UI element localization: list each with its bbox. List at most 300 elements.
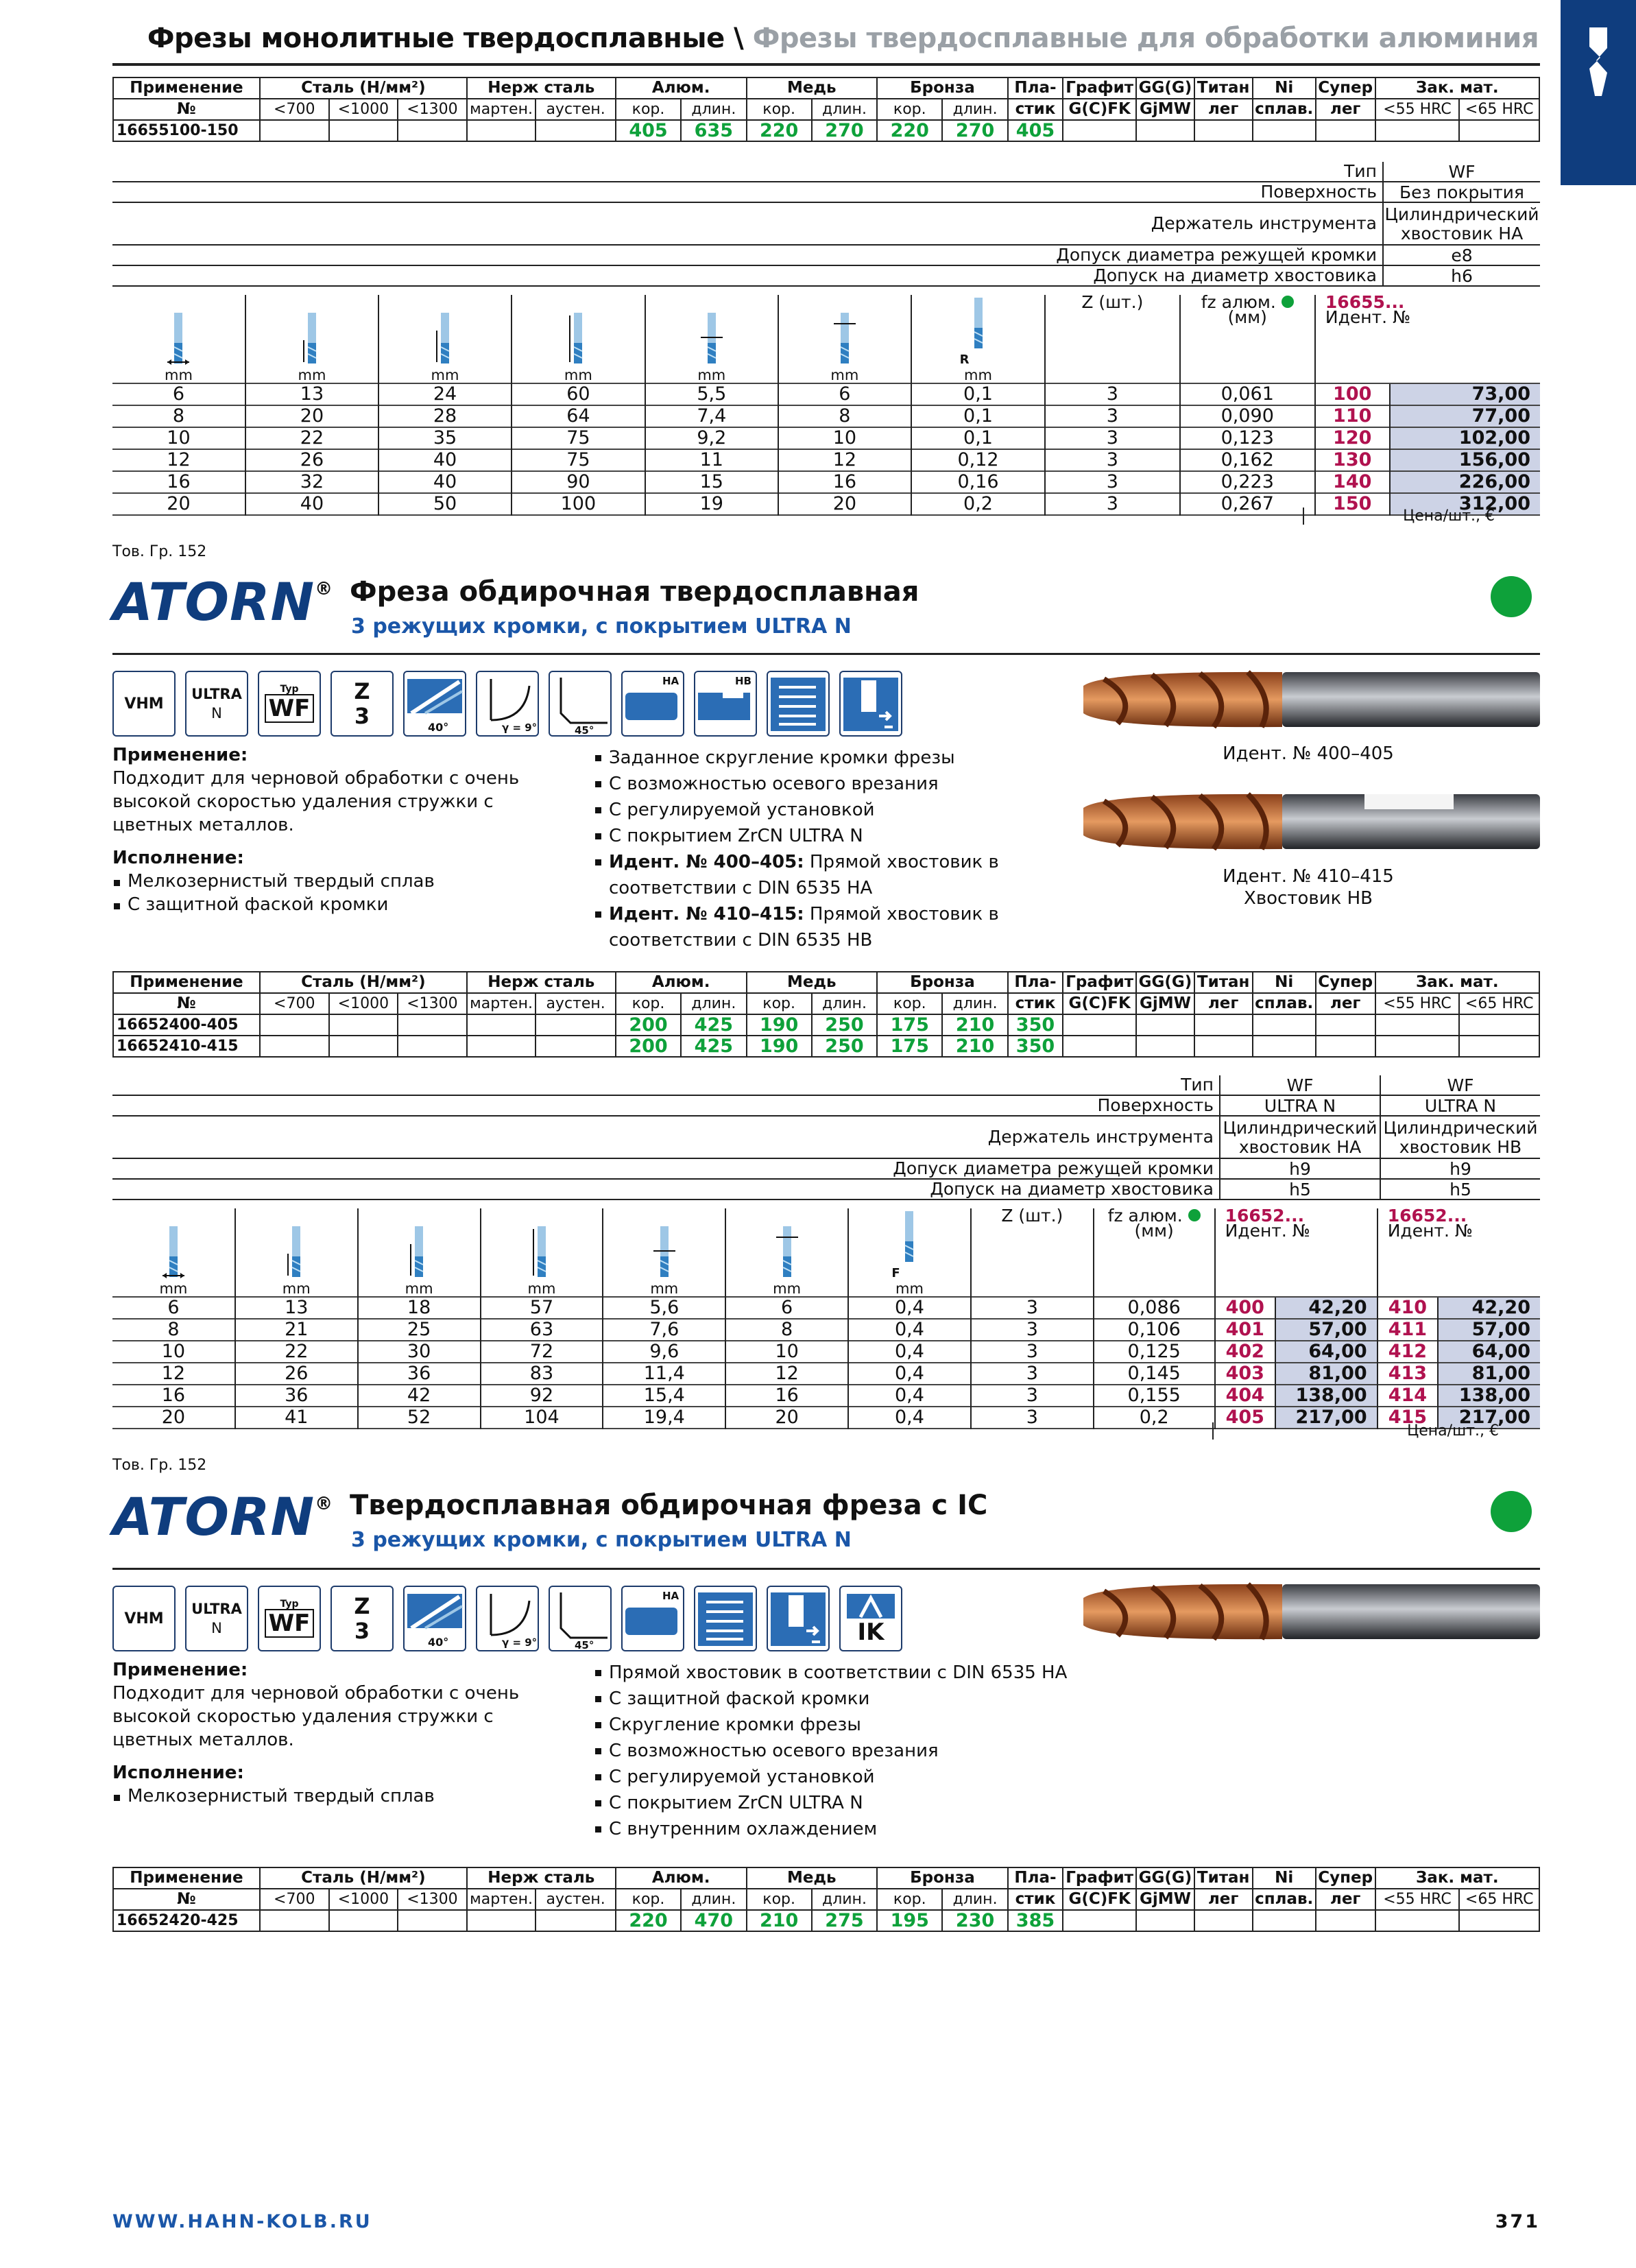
spec-table-1 — [112, 162, 1540, 299]
unit-label: mm — [697, 367, 726, 383]
id-cell: 410 — [1378, 1297, 1438, 1319]
speed-value: 270 — [812, 120, 877, 141]
speed-value: 190 — [747, 1014, 812, 1036]
vhm-label: VHM — [124, 1610, 164, 1627]
mat-subheader-cell: <1300 — [398, 1889, 467, 1910]
value-cell: 0,4 — [848, 1297, 971, 1319]
value-cell: 3 — [971, 1385, 1094, 1407]
mat-subheader-cell: мартен. — [467, 99, 536, 120]
dimension-header — [512, 295, 645, 383]
dimension-header — [378, 295, 512, 383]
price-cell: 138,00 — [1438, 1385, 1540, 1407]
footer-url[interactable]: WWW.HAHN-KOLB.RU — [112, 2211, 372, 2232]
chapter-tab — [1561, 0, 1636, 185]
id-cell: 403 — [1215, 1363, 1275, 1385]
empty-cell — [1316, 1014, 1375, 1036]
tool-dimension-icon — [246, 310, 378, 368]
helix-angle-icon — [403, 1586, 466, 1651]
feature-item-ha — [594, 849, 1074, 901]
empty-cell — [329, 1014, 398, 1036]
value-cell: 8 — [725, 1319, 848, 1341]
empty-cell — [1459, 1910, 1539, 1931]
mat-subheader-cell: <1000 — [329, 1889, 398, 1910]
features-list-3 — [594, 1660, 1074, 1842]
mat-subheader-cell: стик — [1008, 99, 1063, 120]
id-cell: 150 — [1315, 493, 1390, 515]
typ-label: Typ — [280, 684, 299, 695]
value-cell: 3 — [971, 1319, 1094, 1341]
price-cell: 156,00 — [1390, 449, 1540, 471]
mat-subheader-cell: сплав. — [1253, 1889, 1316, 1910]
value-cell: 0,155 — [1094, 1385, 1215, 1407]
image-caption-2 — [1076, 866, 1540, 909]
type-wf-icon — [258, 671, 321, 737]
id-cell: 120 — [1315, 427, 1390, 449]
cutter-image-ic — [1076, 1577, 1540, 1646]
value-cell: 19,4 — [603, 1407, 725, 1429]
vhm-label: VHM — [124, 695, 164, 713]
value-cell: 75 — [512, 449, 645, 471]
value-cell: 36 — [358, 1363, 481, 1385]
spec-label: Тип — [1181, 1075, 1214, 1095]
empty-cell — [329, 120, 398, 141]
mat-subheader-cell: лег — [1316, 993, 1375, 1014]
empty-cell — [1063, 1014, 1136, 1036]
value-cell: 16 — [112, 471, 245, 493]
value-cell: 11,4 — [603, 1363, 725, 1385]
price-cell: 42,20 — [1275, 1297, 1378, 1319]
speed-value: 175 — [877, 1036, 942, 1057]
price-cell: 81,00 — [1438, 1363, 1540, 1385]
fz-header — [1094, 1208, 1215, 1297]
mat-header-cell: GG(G) — [1136, 1867, 1194, 1889]
empty-cell — [1375, 1910, 1460, 1931]
id-header-ha — [1215, 1208, 1378, 1297]
price-cell: 81,00 — [1275, 1363, 1378, 1385]
dimension-header — [358, 1208, 481, 1297]
dimension-header — [911, 295, 1045, 383]
mat-header-cell: Ni — [1253, 1867, 1316, 1889]
id-label: Идент. № — [1225, 1221, 1310, 1241]
mat-header-cell: Супер — [1316, 972, 1375, 993]
code-prefix: 16652... — [1387, 1206, 1467, 1226]
value-cell: 20 — [112, 493, 245, 515]
page-number: 371 — [1495, 2211, 1540, 2232]
empty-cell — [398, 1036, 467, 1057]
value-cell: 35 — [378, 427, 512, 449]
mat-subheader-cell: сплав. — [1253, 99, 1316, 120]
typ-label: Typ — [280, 1599, 299, 1610]
drill-icon — [1576, 27, 1621, 96]
mat-subheader-cell: лег — [1194, 1889, 1253, 1910]
empty-cell — [1316, 120, 1375, 141]
value-cell: 5,6 — [603, 1297, 725, 1319]
vhm-icon — [112, 1586, 176, 1651]
value-cell: 7,6 — [603, 1319, 725, 1341]
empty-cell — [329, 1910, 398, 1931]
value-cell: 40 — [245, 493, 378, 515]
z-header — [971, 1208, 1094, 1297]
price-cell: 57,00 — [1438, 1319, 1540, 1341]
list-item: Мелкозернистый твердый сплав — [112, 1784, 565, 1808]
image-caption-1: Идент. № 400–405 — [1223, 743, 1394, 764]
mat-header-cell: Сталь (Н/мм²) — [260, 1867, 467, 1889]
svg-text:40°: 40° — [428, 721, 449, 734]
id-cell: 414 — [1378, 1385, 1438, 1407]
mat-subheader-cell: № — [113, 99, 260, 120]
unit-label: mm — [159, 1280, 188, 1297]
mat-subheader-cell: <1300 — [398, 99, 467, 120]
mat-subheader-cell: <55 HRC — [1375, 1889, 1460, 1910]
spec-label: Поверхность — [1097, 1095, 1214, 1115]
list-item: С регулируемой установкой — [594, 1764, 1074, 1790]
price-cell: 73,00 — [1390, 383, 1540, 405]
mat-header-cell: Применение — [113, 77, 260, 99]
mat-header-cell: Пла- — [1008, 972, 1063, 993]
value-cell: 90 — [512, 471, 645, 493]
speed-value: 275 — [812, 1910, 877, 1931]
speed-value: 195 — [877, 1910, 942, 1931]
fz-unit: (мм) — [1227, 307, 1267, 327]
spec-value: ULTRA N — [1219, 1096, 1380, 1117]
spec-value: h9 — [1219, 1159, 1380, 1180]
radius-label: R — [959, 353, 970, 367]
vhm-icon — [112, 671, 176, 737]
mat-subheader-cell: кор. — [877, 1889, 942, 1910]
mat-subheader-cell: <65 HRC — [1459, 1889, 1539, 1910]
value-cell: 40 — [378, 449, 512, 471]
mat-header-cell: Сталь (Н/мм²) — [260, 77, 467, 99]
mat-subheader-cell: кор. — [877, 99, 942, 120]
svg-text:45°: 45° — [575, 724, 594, 735]
id-cell: 404 — [1215, 1385, 1275, 1407]
value-cell: 12 — [725, 1363, 848, 1385]
application-text: Подходит для черновой обработки с очень высокой скоростью удаления стружки с цветных металлов. — [112, 1683, 520, 1750]
ik-label: IK — [857, 1618, 885, 1646]
wf-label: WF — [265, 1609, 315, 1638]
value-cell: 0,4 — [848, 1319, 971, 1341]
section-rule-3 — [112, 1568, 1540, 1570]
mat-subheader-cell: мартен. — [467, 1889, 536, 1910]
spec-row — [112, 1159, 1540, 1180]
id-cell: 130 — [1315, 449, 1390, 471]
list-item: С защитной фаской кромки — [112, 893, 565, 916]
internal-cooling-icon — [839, 1586, 902, 1651]
mat-header-cell: Супер — [1316, 1867, 1375, 1889]
mat-subheader-cell: кор. — [616, 99, 681, 120]
list-item: Мелкозернистый твердый сплав — [112, 870, 565, 893]
empty-cell — [1136, 1014, 1194, 1036]
value-cell: 40 — [378, 471, 512, 493]
empty-cell — [1316, 1910, 1375, 1931]
value-cell: 20 — [112, 1407, 235, 1429]
mat-subheader-cell: лег — [1194, 99, 1253, 120]
id-header — [1315, 292, 1540, 383]
mat-header-cell: Графит — [1063, 77, 1136, 99]
list-item: С внутренним охлаждением — [594, 1816, 1074, 1842]
dimension-header — [481, 1208, 603, 1297]
value-cell: 28 — [378, 405, 512, 427]
empty-cell — [1459, 1036, 1539, 1057]
mat-subheader-cell: G(C)FK — [1063, 993, 1136, 1014]
id-cell: 401 — [1215, 1319, 1275, 1341]
feature-text-hb: Прямой хвостовик в соответствии с DIN 6535 HB — [609, 904, 999, 951]
product-title-2: Фреза обдирочная твердосплавная — [350, 576, 919, 608]
mat-header-cell: Пла- — [1008, 77, 1063, 99]
mat-header-cell: Графит — [1063, 972, 1136, 993]
chamfer-icon — [549, 671, 612, 737]
mat-subheader-cell: кор. — [616, 993, 681, 1014]
spec-label: Поверхность — [1260, 182, 1377, 202]
id-cell: 100 — [1315, 383, 1390, 405]
value-cell: 3 — [1045, 449, 1179, 471]
mat-subheader-cell: аустен. — [536, 993, 616, 1014]
empty-cell — [536, 1014, 616, 1036]
value-cell: 36 — [235, 1385, 358, 1407]
brand-text: ATORN — [112, 571, 315, 632]
value-cell: 32 — [245, 471, 378, 493]
value-cell: 0,123 — [1180, 427, 1315, 449]
table-row — [112, 1297, 1540, 1319]
mat-subheader-cell: <65 HRC — [1459, 99, 1539, 120]
empty-cell — [260, 1014, 329, 1036]
empty-cell — [1459, 1014, 1539, 1036]
fz-header — [1180, 292, 1315, 383]
id-header-hb — [1378, 1208, 1540, 1297]
speed-value: 200 — [616, 1036, 681, 1057]
cutter-image-ha — [1076, 665, 1540, 734]
unit-label: mm — [650, 1280, 679, 1297]
price-cell: 77,00 — [1390, 405, 1540, 427]
value-cell: 26 — [235, 1363, 358, 1385]
value-cell: 0,2 — [1094, 1407, 1215, 1429]
speed-value: 350 — [1008, 1014, 1063, 1036]
mat-header-cell: Сталь (Н/мм²) — [260, 972, 467, 993]
dimension-header — [725, 1208, 848, 1297]
shank-ha-icon — [621, 1586, 684, 1651]
spec-value: WF — [1382, 162, 1540, 182]
value-cell: 52 — [358, 1407, 481, 1429]
speed-value: 470 — [681, 1910, 746, 1931]
mat-subheader-cell: <65 HRC — [1459, 993, 1539, 1014]
empty-cell — [1063, 1036, 1136, 1057]
z-count: 3 — [354, 1618, 370, 1644]
value-cell: 5,5 — [645, 383, 778, 405]
flutes-icon — [330, 1586, 394, 1651]
empty-cell — [1063, 120, 1136, 141]
spec-row — [112, 1075, 1540, 1096]
unit-label: mm — [298, 367, 326, 383]
empty-cell — [1253, 120, 1316, 141]
chamfer-label: F — [891, 1266, 900, 1280]
speed-value: 210 — [942, 1036, 1007, 1057]
feature-id-hb: Идент. № 410–415: — [609, 904, 804, 924]
id-cell: 405 — [1215, 1407, 1275, 1429]
mat-subheader-cell: кор. — [877, 993, 942, 1014]
value-cell: 3 — [1045, 427, 1179, 449]
availability-dot-2 — [1491, 576, 1532, 617]
ultra-n-icon — [185, 1586, 248, 1651]
mat-subheader-cell: лег — [1316, 99, 1375, 120]
id-cell: 140 — [1315, 471, 1390, 493]
value-cell: 0,1 — [911, 427, 1045, 449]
id-cell: 400 — [1215, 1297, 1275, 1319]
svg-text:γ = 9°: γ = 9° — [502, 721, 538, 734]
empty-cell — [398, 120, 467, 141]
price-cell: 138,00 — [1275, 1385, 1378, 1407]
price-cell: 217,00 — [1438, 1407, 1540, 1429]
reg-mark: ® — [315, 1494, 334, 1514]
application-text: Подходит для черновой обработки с очень высокой скоростью удаления стружки с цветных металлов. — [112, 768, 520, 835]
feature-item: Заданное скругление кромки фрезы — [594, 745, 1074, 771]
value-cell: 3 — [971, 1341, 1094, 1363]
value-cell: 10 — [778, 427, 911, 449]
speed-value: 250 — [812, 1014, 877, 1036]
adjustable-icon — [767, 671, 830, 737]
value-cell: 0,4 — [848, 1363, 971, 1385]
value-cell: 75 — [512, 427, 645, 449]
value-cell: 3 — [1045, 471, 1179, 493]
speed-value: 210 — [747, 1910, 812, 1931]
value-cell: 30 — [358, 1341, 481, 1363]
mat-header-cell: Зак. мат. — [1375, 77, 1539, 99]
spec-value: h5 — [1380, 1180, 1540, 1200]
unit-label: mm — [165, 367, 193, 383]
list-item: С возможностью осевого врезания — [594, 1738, 1074, 1764]
article-range: 16652400-405 — [113, 1014, 260, 1036]
type-wf-icon — [258, 1586, 321, 1651]
svg-text:HA: HA — [662, 1590, 679, 1602]
mat-header-cell: Медь — [747, 77, 878, 99]
id-cell: 413 — [1378, 1363, 1438, 1385]
unit-label: mm — [773, 1280, 802, 1297]
mat-subheader-cell: <1300 — [398, 993, 467, 1014]
mat-subheader-cell: <55 HRC — [1375, 993, 1460, 1014]
spec-value: Цилиндрический хвостовик HB — [1380, 1117, 1540, 1159]
value-cell: 16 — [778, 471, 911, 493]
spec-value: ULTRA N — [1380, 1096, 1540, 1117]
empty-cell — [260, 1910, 329, 1931]
value-cell: 42 — [358, 1385, 481, 1407]
mat-subheader-cell: стик — [1008, 993, 1063, 1014]
mat-header-cell: Алюм. — [616, 972, 747, 993]
spec-label: Держатель инструмента — [1151, 213, 1377, 233]
feature-item-hb — [594, 901, 1074, 953]
value-cell: 6 — [112, 1297, 235, 1319]
spec-row — [112, 1180, 1540, 1200]
value-cell: 19 — [645, 493, 778, 515]
tool-dimension-icon — [112, 1223, 234, 1281]
spec-row — [112, 266, 1540, 287]
product-subtitle-2: 3 режущих кромки, с покрытием ULTRA N — [351, 614, 852, 638]
application-title: Применение: — [112, 745, 248, 765]
value-cell: 20 — [245, 405, 378, 427]
price-note-2: Цена/шт., € — [1212, 1422, 1540, 1440]
ultra-label: ULTRA — [191, 1601, 242, 1617]
table-row — [113, 1014, 1539, 1036]
empty-cell — [1063, 1910, 1136, 1931]
mat-header-cell: Ni — [1253, 972, 1316, 993]
value-cell: 8 — [778, 405, 911, 427]
value-cell: 15,4 — [603, 1385, 725, 1407]
spec-label: Допуск на диаметр хвостовика — [930, 1179, 1214, 1199]
mat-subheader-cell: GjMW — [1136, 993, 1194, 1014]
value-cell: 3 — [971, 1363, 1094, 1385]
dimension-header — [112, 1208, 235, 1297]
table-row — [112, 427, 1540, 449]
mat-subheader-cell: длин. — [942, 993, 1007, 1014]
speed-value: 405 — [1008, 120, 1063, 141]
unit-label: mm — [282, 1280, 311, 1297]
speed-value: 190 — [747, 1036, 812, 1057]
value-cell: 0,1 — [911, 383, 1045, 405]
application-block-2 — [112, 743, 565, 916]
spec-label: Допуск диаметра режущей кромки — [893, 1158, 1214, 1178]
mat-header-cell: Зак. мат. — [1375, 1867, 1539, 1889]
svg-text:HA: HA — [662, 675, 679, 687]
tool-dimension-icon — [512, 310, 645, 368]
table-row — [112, 449, 1540, 471]
speed-value: 230 — [942, 1910, 1007, 1931]
features-list-2 — [594, 745, 1074, 953]
shank-ha-icon — [621, 671, 684, 737]
value-cell: 92 — [481, 1385, 603, 1407]
id-cell: 110 — [1315, 405, 1390, 427]
list-item: Скругление кромки фрезы — [594, 1712, 1074, 1738]
article-range: 16655100-150 — [113, 120, 260, 141]
execution-title: Исполнение: — [112, 1763, 244, 1783]
mat-header-cell: Нерж сталь — [467, 1867, 616, 1889]
mat-subheader-cell: <55 HRC — [1375, 99, 1460, 120]
application-block-3 — [112, 1658, 565, 1808]
image-caption-2b: Хвостовик HB — [1244, 888, 1373, 909]
mat-subheader-cell: GjMW — [1136, 99, 1194, 120]
value-cell: 20 — [778, 493, 911, 515]
value-cell: 83 — [481, 1363, 603, 1385]
value-cell: 22 — [235, 1341, 358, 1363]
dimension-table-1 — [112, 292, 1540, 516]
spec-value: Цилиндрический хвостовик HA — [1382, 203, 1540, 246]
value-cell: 57 — [481, 1297, 603, 1319]
spec-row — [112, 246, 1540, 266]
mat-subheader-cell: лег — [1316, 1889, 1375, 1910]
value-cell: 13 — [235, 1297, 358, 1319]
speed-value: 210 — [942, 1014, 1007, 1036]
value-cell: 3 — [1045, 405, 1179, 427]
price-cell: 217,00 — [1275, 1407, 1378, 1429]
shank-hb-icon — [694, 671, 757, 737]
mat-header-cell: Алюм. — [616, 1867, 747, 1889]
spec-value: Цилиндрический хвостовик HA — [1219, 1117, 1380, 1159]
unit-label: mm — [405, 1280, 433, 1297]
list-item: С покрытием ZrCN ULTRA N — [594, 1790, 1074, 1816]
mat-subheader-cell: стик — [1008, 1889, 1063, 1910]
value-cell: 7,4 — [645, 405, 778, 427]
unit-label: mm — [431, 367, 459, 383]
dimension-header — [235, 1208, 358, 1297]
mat-subheader-cell: длин. — [681, 993, 746, 1014]
z-icon-label: Z — [354, 678, 370, 704]
tool-dimension-icon — [603, 1223, 725, 1281]
rake-angle-icon — [476, 671, 539, 737]
dimension-header — [645, 295, 778, 383]
z-header — [1045, 292, 1179, 383]
mat-subheader-cell: длин. — [812, 993, 877, 1014]
mat-header-cell: Титан — [1194, 77, 1253, 99]
value-cell: 0,061 — [1180, 383, 1315, 405]
product-group-3: Тов. Гр. 152 — [112, 1457, 207, 1474]
material-table-1 — [112, 77, 1540, 142]
